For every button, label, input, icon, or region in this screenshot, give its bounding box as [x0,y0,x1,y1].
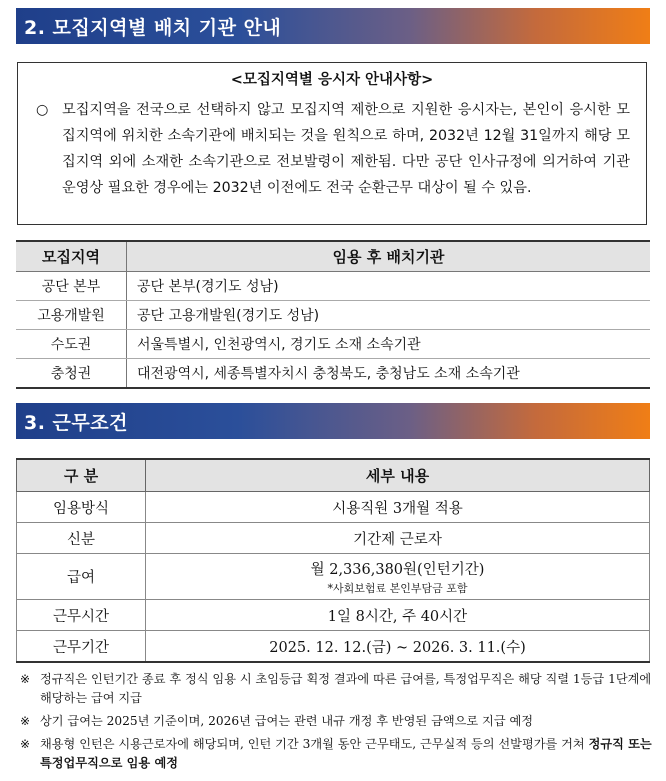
table-row [17,492,650,523]
category-cell: 근무기간 [17,631,146,663]
footnote-text-plain: 채용형 인턴은 시용근로자에 해당되며, 인턴 기간 3개월 동안 근무태도, 근무실적 등의 선발평가를 거쳐 [40,737,589,751]
column-header-placement: 임용 후 배치기관 [127,241,651,272]
detail-cell: 기간제 근로자 [146,523,650,554]
placement-cell: 공단 본부(경기도 성남) [127,272,651,301]
column-header-details: 세부 내용 [146,459,650,492]
reference-mark-icon: ※ [20,672,31,686]
category-cell: 임용방식 [17,492,146,523]
pay-amount: 월 2,336,380원(인턴기간) [310,561,485,578]
table-header-row [16,241,650,272]
table-row [16,272,650,301]
footnote [20,712,656,731]
notice-body [36,97,630,201]
region-cell: 수도권 [16,330,127,359]
section-2-header [16,8,650,44]
footnotes [20,670,656,777]
detail-cell: 시용직원 3개월 적용 [146,492,650,523]
placement-cell: 대전광역시, 세종특별자치시 충청북도, 충청남도 소재 소속기관 [127,359,651,389]
region-cell: 공단 본부 [16,272,127,301]
detail-cell: 1일 8시간, 주 40시간 [146,600,650,631]
table-row [17,600,650,631]
category-cell: 신분 [17,523,146,554]
table-row [17,523,650,554]
notice-text: 모집지역을 전국으로 선택하지 않고 모집지역 제한으로 지원한 응시자는, 본인이 응시한 모집지역에 위치한 소속기관에 배치되는 것을 원칙으로 하며, 2032년 12월 31일까지 해당 모집지역 외에 소재한 소속기관으로 전보발령이 제한됨. 다만 공단 인사규정에 의거하여 기관 운영상 필요한 경우에는 2032년 이전에도 전국 순환근무 대상이 될 수 있음. [62,102,630,196]
table-row [16,330,650,359]
placement-cell: 서울특별시, 인천광역시, 경기도 소재 소속기관 [127,330,651,359]
section-2-title: 2. 모집지역별 배치 기관 안내 [24,16,282,39]
footnote [20,670,656,708]
footnote [20,735,656,773]
footnote-text-bold: 정규직 또는 특정업무직으로 임용 예정 [40,737,652,770]
column-header-region: 모집지역 [16,241,127,272]
detail-cell [146,554,650,600]
column-header-category: 구 분 [17,459,146,492]
footnote-text: 정규직은 인턴기간 종료 후 정식 임용 시 초임등급 획정 결과에 따른 급여를, 특정업무직은 해당 직렬 1등급 1단계에 해당하는 급여 지급 [40,672,652,705]
table-row [17,631,650,663]
work-conditions-table [16,458,650,663]
region-table [16,240,650,389]
reference-mark-icon: ※ [20,714,31,728]
circle-bullet-icon: ○ [36,102,49,118]
region-cell: 충청권 [16,359,127,389]
reference-mark-icon: ※ [20,737,31,751]
footnote-text [40,735,656,773]
notice-box [17,62,647,225]
table-row [16,359,650,389]
region-cell: 고용개발원 [16,301,127,330]
section-3-title: 3. 근무조건 [24,411,128,434]
table-row [16,301,650,330]
notice-title: <모집지역별 응시자 안내사항> [230,72,434,88]
table-header-row [17,459,650,492]
footnote-text: 상기 급여는 2025년 기준이며, 2026년 급여는 관련 내규 개정 후 반영된 금액으로 지급 예정 [40,714,534,728]
pay-note: *사회보험료 본인부담금 포함 [327,581,468,595]
detail-cell: 2025. 12. 12.(금) ~ 2026. 3. 11.(수) [146,631,650,663]
table-row [17,554,650,600]
placement-cell: 공단 고용개발원(경기도 성남) [127,301,651,330]
category-cell: 근무시간 [17,600,146,631]
section-3-header [16,403,650,439]
category-cell: 급여 [17,554,146,600]
